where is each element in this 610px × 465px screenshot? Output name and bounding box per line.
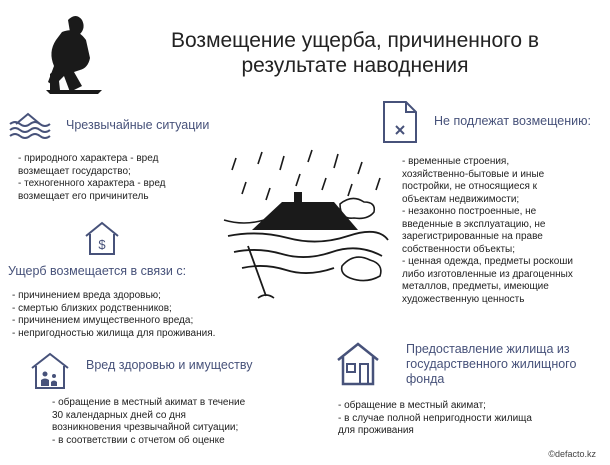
credit: ©defacto.kz [548, 449, 596, 459]
excluded-heading: Не подлежат возмещению: [434, 114, 591, 128]
money-house-icon [82, 220, 122, 256]
house-icon [336, 340, 380, 386]
housing-heading: Предоставление жилища из государственного жилищного фонда [406, 342, 577, 386]
flood-icon [8, 110, 52, 140]
family-house-icon [30, 350, 74, 390]
page-title: Возмещение ущерба, причиненного в результате наводнения [170, 29, 540, 77]
thinker-icon [38, 12, 108, 94]
svg-text:$: $ [98, 237, 106, 252]
flood-illustration [222, 148, 392, 308]
emergency-heading: Чрезвычайные ситуации [66, 118, 210, 132]
emergency-text: - природного характера - вред возмещает государство; - техногенного характера - вред возмещает его причинитель [18, 153, 166, 202]
damage-heading: Ущерб возмещается в связи с: [8, 264, 187, 278]
health-heading: Вред здоровью и имуществу [86, 358, 253, 372]
damage-text: - причинением вреда здоровью; - смертью близких родственников; - причинением имущественного вреда; - непригодностью жилища для проживания. [12, 290, 216, 339]
health-text: - обращение в местный акимат в течение 30 календарных дней со дня возникновения чрезвычайной ситуации; - в соответствии с отчетом об оценке [52, 397, 246, 446]
document-x-icon [382, 100, 418, 144]
excluded-text: - временные строения, хозяйственно-бытовые и иные постройки, не относящиеся к объектам недвижимости; - незаконно построенные, не введенные в эксплуатацию, не зарегистрированные на праве собственности объекты; - ценная одежда, предметы роскоши либо изготовленные из драгоценных металлов, предметы, имеющие художественную ценность [402, 156, 573, 305]
housing-text: - обращение в местный акимат; - в случае полной непригодности жилища для проживания [338, 400, 532, 436]
